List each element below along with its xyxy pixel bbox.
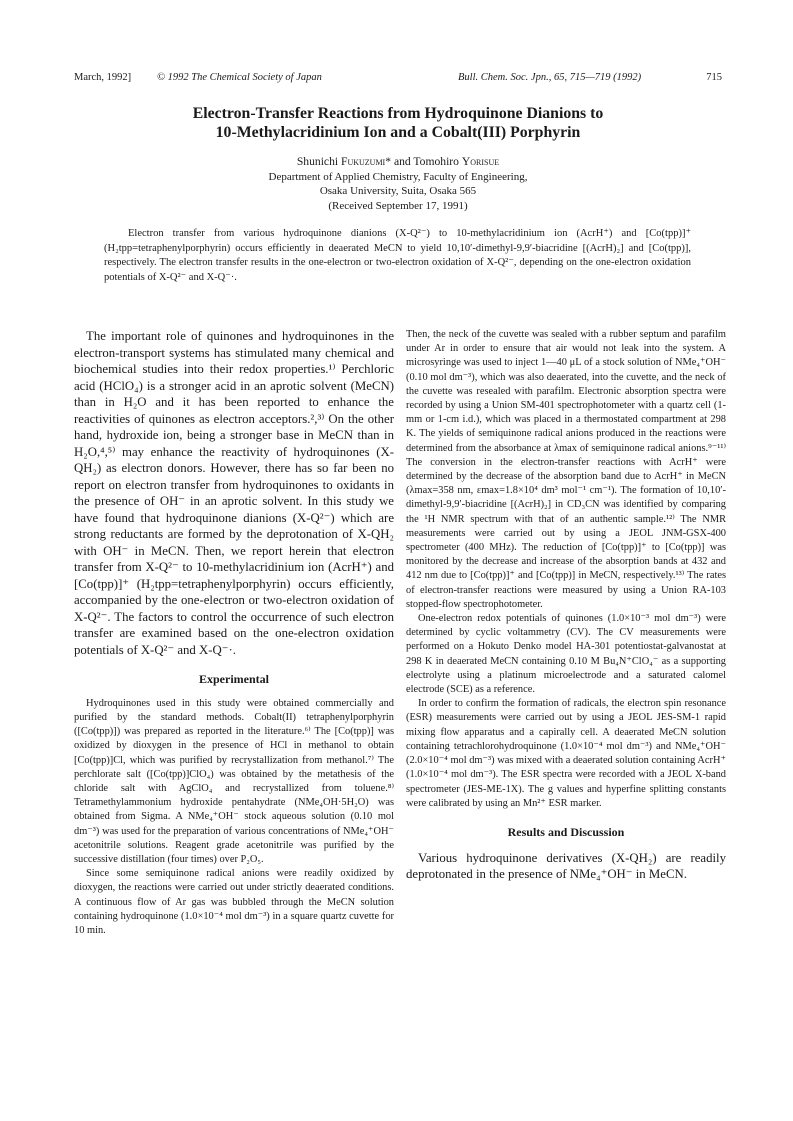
author1-last-name: Fukuzumi* <box>341 155 392 168</box>
experimental-heading: Experimental <box>199 672 269 686</box>
page-number: 715 <box>706 72 722 83</box>
author-conjunction: and <box>393 155 411 168</box>
results-paragraph-1: Various hydroquinone derivatives (X-QH₂) are readily deprotonated in the presence of NMe₄⁺OH⁻ in MeCN. <box>406 850 726 882</box>
methods-paragraph-2: One-electron redox potentials of quinones (1.0×10⁻³ mol dm⁻³) were determined by cyclic voltammetry (CV). The CV measurements were performed on a Hokuto Denko model HA-301 potentiostat-galvanostat at 298 K in deaerated MeCN containing 0.10 M Bu₄N⁺ClO₄⁻ as a supporting electrolyte using a platinum microelectrode and a saturated calomel electrode (SCE) as a reference. <box>406 613 726 696</box>
affiliation-line-2: Osaka University, Suita, Osaka 565 <box>319 185 477 198</box>
abstract: Electron transfer from various hydroquinone dianions (X-Q²⁻) to 10-methylacridinium ion (AcrH⁺) and [Co(tpp)]⁺ (H₂tpp=tetraphenylporphyrin) occurs efficiently in deaerated MeCN to yield 10,10′-dimethyl-9,9′-biacridine [(AcrH)₂] and [Co(tpp)], respectively. The electron transfer results in the one-electron or two-electron oxidation of X-Q²⁻, depending on the one-electron oxidation potentials of X-Q²⁻ and X-Q⁻·. <box>104 228 691 283</box>
journal-citation: Bull. Chem. Soc. Jpn., 65, 715—719 (1992) <box>458 72 642 83</box>
author2-last-name: Yorisue <box>461 155 500 168</box>
experimental-paragraph-2: Since some semiquinone radical anions were readily oxidized by dioxygen, the reactions were carried out under strictly deaerated conditions. A continuous flow of Ar gas was bubbled through the MeCN solution containing hydroquinone (1.0×10⁻⁴ mol dm⁻³) in a square quartz cuvette for 10 min. <box>74 868 394 937</box>
affiliation-line-1: Department of Applied Chemistry, Faculty of Engineering, <box>268 171 528 183</box>
affiliation <box>74 170 722 213</box>
left-column <box>74 328 394 938</box>
author1-first-name: Shunichi <box>296 155 339 168</box>
right-column <box>406 328 726 883</box>
author2-first-name: Tomohiro <box>413 155 459 168</box>
issue-date: March, 1992] <box>74 72 132 83</box>
title-line-1: Electron-Transfer Reactions from Hydroquinone Dianions to <box>192 105 604 122</box>
title-line-2: 10-Methylacridinium Ion and a Cobalt(III) Porphyrin <box>215 124 581 141</box>
experimental-paragraph-1: Hydroquinones used in this study were obtained commercially and purified by the standard methods. Cobalt(II) tetraphenylporphyrin ([Co(tpp)]) was prepared as reported in the literature.⁶⁾ The [Co(tpp)] was oxidized by dioxygen in the presence of HCl in methanol to obtain [Co(tpp)]Cl, which was purified by recrystallization from methanol.⁷⁾ The perchlorate salt ([Co(tpp)]ClO₄) was obtained by the metathesis of the chloride salt with AgClO₄ and recrystallized from toluene.⁸⁾ Tetramethylammonium hydroxide pentahydrate (NMe₄OH·5H₂O) was obtained from Sigma. A NMe₄⁺OH⁻ stock aqueous solution (0.10 mol dm⁻³) was used for the preparation of various concentrations of NMe₄⁺OH⁻ acetonitrile solutions. Reagent grade acetonitrile was purified by the successive distillation (four times) over P₂O₅. <box>74 697 394 866</box>
results-heading: Results and Discussion <box>507 824 625 839</box>
copyright-line: © 1992 The Chemical Society of Japan <box>157 72 322 83</box>
running-header <box>74 72 722 88</box>
received-date: (Received September 17, 1991) <box>328 199 468 212</box>
methods-paragraph-3: In order to confirm the formation of radicals, the electron spin resonance (ESR) measurements were carried out by using a JEOL JES-SM-1 rapid mixing flow apparatus and a capirally cell. A deaerated MeCN solution containing tetrachlorohydroquinone (1.0×10⁻⁴ mol dm⁻³) and NMe₄⁺OH⁻ (2.0×10⁻⁴ mol dm⁻³) was mixed with a deaerated solution containing AcrH⁺ (1.0×10⁻⁴ mol dm⁻³). The ESR spectra were recorded with a JEOL X-band spectrometer (JES-ME-1X). The g values and hyperfine splitting constants were calibrated by using an Mn²⁺ ESR marker. <box>406 698 726 809</box>
methods-paragraph-1: Then, the neck of the cuvette was sealed with a rubber septum and parafilm under Ar in order to ensure that air would not leak into the system. A microsyringe was used to inject 1—40 μL of a stock solution of NMe₄⁺OH⁻ (0.10 mol dm⁻³), which was also deaerated, into the cuvette, and the neck of the cuvette was resealed with parafilm. Electronic absorption spectra were recorded by using a Union SM-401 spectrophotometer with a quartz cell (1-mm or 1-cm i.d.), which was placed in a thermostated compartment at 298 K. The yields of semiquinone radical anions produced in the reactions were determined from the absorbance at λmax of semiquinone radical anions.⁹⁻¹¹⁾ The conversion in the electron-transfer reactions with AcrH⁺ were determined by the decrease of the absorption band due to AcrH⁺ in MeCN (λmax=358 nm, εmax=1.8×10⁴ dm³ mol⁻¹ cm⁻¹). The formation of 10,10′-dimethyl-9,9′-biacridine [(AcrH)₂] in CD₃CN was identified by comparing the ¹H NMR spectrum with that of an authentic sample.¹²⁾ The NMR measurements were carried out by using a JEOL JNM-GSX-400 spectrometer (400 MHz). The reduction of [Co(tpp)]⁺ to [Co(tpp)] was monitored by the decrease and increase of the absorption bands at 432 and 412 nm due to [Co(tpp)]⁺ and [Co(tpp)] in MeCN, respectively.¹³⁾ The rates of electron-transfer reactions were measured by using a Union RA-103 stopped-flow spectrophotometer. <box>406 329 726 610</box>
article-title <box>74 104 722 142</box>
author-list <box>74 154 722 169</box>
introduction-paragraph: The important role of quinones and hydroquinones in the electron-transport systems has stimulated many chemical and biochemical studies into their redox properties.¹⁾ Perchloric acid (HClO₄) is a stronger acid in an aprotic solvent (MeCN) than in H₂O and it has been reported to enhance the reactivities of quinones as electron acceptors.²,³⁾ On the other hand, hydroxide ion, being a stronger base in MeCN than in H₂O,⁴,⁵⁾ may enhance the reactivity of hydroquinones (X-QH₂) as electron donors. However, there has so far been no report on electron transfer from hydroquinones to oxidants in the presence of OH⁻ in an aprotic solvent. In this study we have found that hydroquinone dianions (X-Q²⁻) which are strong reductants are formed by the deprotonation of X-QH₂ with OH⁻ in MeCN. Then, we report herein that electron transfer from X-Q²⁻ to 10-methylacridinium ion (AcrH⁺) and [Co(tpp)]⁺ (H₂tpp=tetraphenylporphyrin) occurs efficiently, accompanied by the one-electron or two-electron oxidation of X-Q²⁻. The factors to control the occurrence of such electron transfer are examined based on the one-electron oxidation potentials of X-Q²⁻ and X-Q⁻·. <box>74 329 394 657</box>
